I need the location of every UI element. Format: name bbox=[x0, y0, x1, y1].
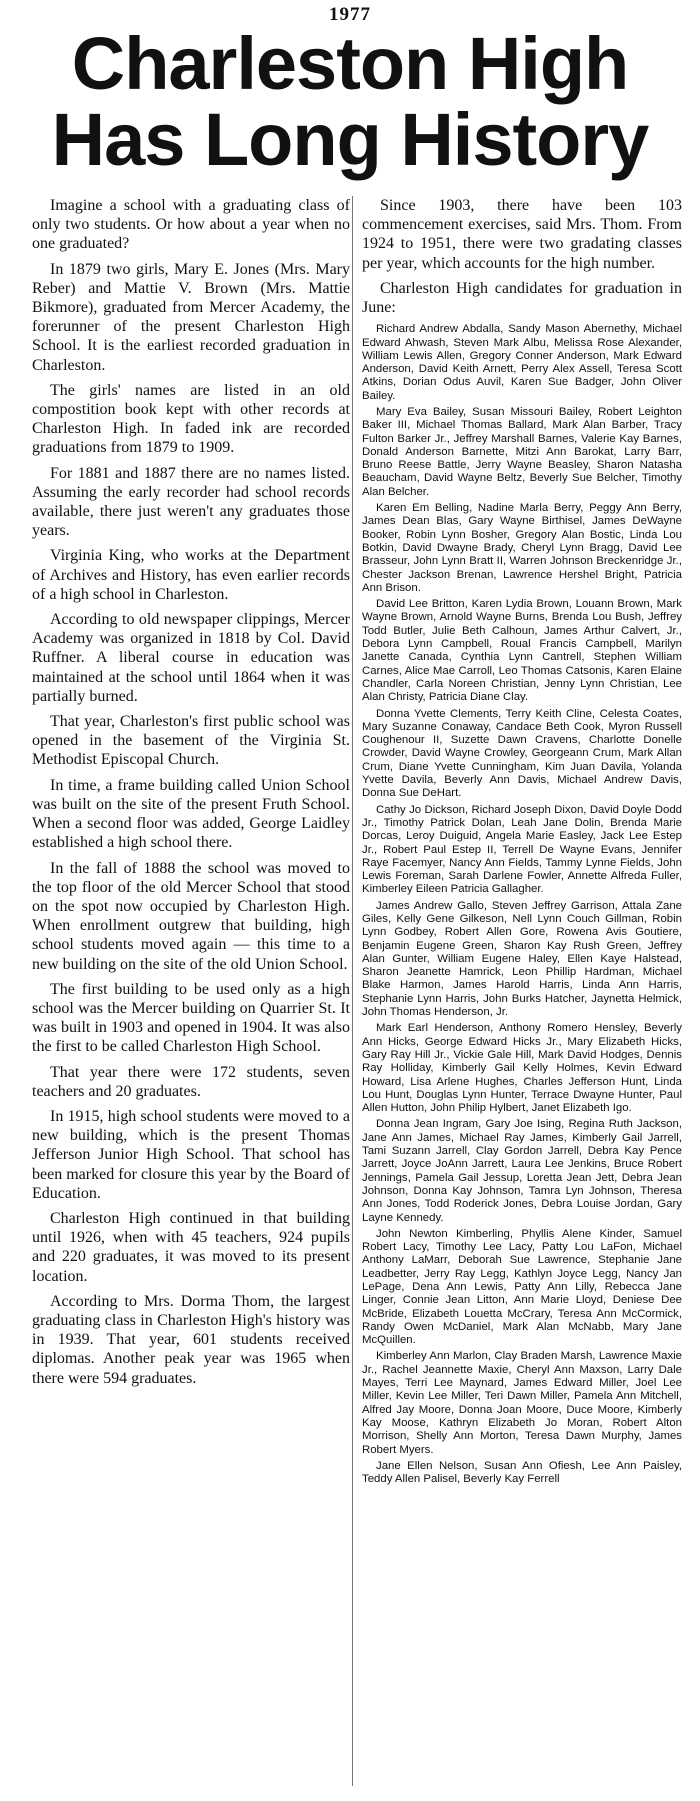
headline-line-1: Charleston High bbox=[71, 22, 629, 105]
graduate-names-list: Mark Earl Henderson, Anthony Romero Hensley, Beverly Ann Hicks, George Edward Hicks Jr., Mary Elizabeth Hicks, Gary Ray Hill Jr., Vickie Gale Hill, Mark David Hodges, Dennis Ray Holliday, Kimberly Gail Kelly Holmes, Kevin Edward Howard, Lisa Arlene Hughes, Charles Jefferson Hunt, Linda Lou Hunt, Douglas Lynn Hunter, Terrace Dwayne Hunter, Paul Allen Hutton, John Philip Hylbert, Janet Elizabeth Igo. bbox=[362, 1022, 682, 1115]
paragraph: For 1881 and 1887 there are no names listed. Assuming the early recorder had school records available, there just weren't any graduates those years. bbox=[32, 464, 350, 540]
column-divider bbox=[352, 196, 353, 1786]
paragraph: In 1915, high school students were moved to a new building, which is the present Thomas Jefferson Junior High School. That school has been marked for closure this year by the Board of Education. bbox=[32, 1107, 350, 1202]
paragraph: That year there were 172 students, seven teachers and 20 graduates. bbox=[32, 1063, 350, 1100]
graduate-names-list: Richard Andrew Abdalla, Sandy Mason Abernethy, Michael Edward Ahwash, Steven Mark Albu, Melissa Rose Alexander, William Lewis Allen, Gregory Conner Anderson, Mark Edward Anderson, David Keith Arnett, Perry Alex Assell, Teresa Scott Atkins, Dorian Odus Auvil, Karen Sue Badger, John Oliver Bailey. bbox=[362, 323, 682, 402]
graduate-names-list: Donna Jean Ingram, Gary Joe Ising, Regina Ruth Jackson, Jane Ann James, Michael Ray James, Kimberly Gail Jarrell, Tami Suzann Jarrell, Clay Gordon Jarrell, Debra Kay Pence Jarrett, Joyce JoAnn Jarrett, Laura Lee Jenkins, Bruce Robert Jennings, Pamela Gail Jessup, Loretta Jean Jett, Debra Jean Johnson, Donna Kay Johnson, Tamra Lyn Johnson, Theresa Ann Jones, Todd Roderick Jones, Debra Louise Jordan, Gary Layne Kennedy. bbox=[362, 1118, 682, 1224]
graduate-names-list: James Andrew Gallo, Steven Jeffrey Garrison, Attala Zane Giles, Kelly Gene Gilkeson, Nell Lynn Couch Gillman, Robin Lynn Godbey, Robert Allen Gore, Rowena Avis Goutiere, Benjamin Eugene Green, Sharon Kay Rush Green, Jeffrey Alan Gunter, William Eugene Haley, Ellen Kaye Halstead, Sharon Jeanette Hamrick, Leon Phillip Hardman, Michael Blake Harmon, James Harold Harris, Linda Ann Harris, Stephanie Lynn Harris, John Burks Hatcher, Jaynetta Helmick, John Thomas Henderson, Jr. bbox=[362, 899, 682, 1019]
right-column bbox=[362, 196, 682, 1489]
paragraph: According to old newspaper clippings, Mercer Academy was organized in 1818 by Col. David Ruffner. A liberal course in education was maintained at the school until 1864 when it was partially burned. bbox=[32, 611, 350, 705]
graduate-names-list: Cathy Jo Dickson, Richard Joseph Dixon, David Doyle Dodd Jr., Timothy Patrick Dolan, Leah Jane Dolin, Brenda Marie Dorcas, Leroy Duiguid, Angela Marie Easley, Jack Lee Estep Jr., Robert Paul Estep II, Terrell De Wayne Evans, Jennifer Raye Facemyer, Nancy Ann Fields, Tammy Lynne Fields, John Lewis Foreman, Sarah Darlene Fowler, Annette Alfreda Fuller, Kimberley Eileen Patricia Gallagher. bbox=[362, 803, 682, 896]
graduate-names-list: Jane Ellen Nelson, Susan Ann Ofiesh, Lee Ann Paisley, Teddy Allen Palisel, Beverly Kay Ferrell bbox=[362, 1459, 682, 1486]
paragraph: According to Mrs. Dorma Thom, the largest graduating class in Charleston High's history was in 1939. That year, 601 students received diplomas. Another peak year was 1965 when there were 594 graduates. bbox=[32, 1292, 350, 1387]
paragraph: Charleston High candidates for graduation in June: bbox=[362, 279, 682, 317]
paragraph: Since 1903, there have been 103 commencement exercises, said Mrs. Thom. From 1924 to 1951, there were two gradating classes per year, which accounts for the high number. bbox=[362, 197, 682, 272]
paragraph: Virginia King, who works at the Department of Archives and History, has even earlier records of a high school in Charleston. bbox=[32, 547, 350, 603]
graduate-names-list: Mary Eva Bailey, Susan Missouri Bailey, Robert Leighton Baker III, Michael Thomas Ballard, Mark Alan Barber, Tracy Fulton Barker Jr., Jeffrey Marshall Barnes, Valerie Kay Barnes, Donald Anderson Barnette, Mitzi Ann Barokat, Larry Barr, Bruno Reese Battle, Jerry Wayne Beasley, Sharon Natasha Beaucham, David Wayne Beltz, Beverly Sue Belcher, Timothy Alan Belcher. bbox=[362, 406, 682, 498]
paragraph: In the fall of 1888 the school was moved to the top floor of the old Mercer School that stood on the spot now occupied by Charleston High. When enrollment outgrew that building, high school students moved again — this time to a new building on the site of the old Union School. bbox=[32, 859, 350, 973]
paragraph: The girls' names are listed in an old compostition book kept with other records at Charleston High. In faded ink are recorded graduations from 1879 to 1909. bbox=[32, 381, 350, 457]
paragraph: That year, Charleston's first public school was opened in the basement of the Virginia St. Methodist Episcopal Church. bbox=[32, 713, 350, 769]
paragraph: Imagine a school with a graduating class of only two students. Or how about a year when no one graduated? bbox=[32, 197, 350, 253]
graduate-names-list: John Newton Kimberling, Phyllis Alene Kinder, Samuel Robert Lacy, Timothy Lee Lacy, Patty Lou LaFon, Michael Anthony LaMarr, Deborah Sue Lawrence, Stephanie Jane Leadbetter, Jerry Ray Legg, Kathlyn Joyce Legg, Nancy Jan LePage, Dena Ann Lewis, Patty Ann Lilly, Rebecca Jane Linger, Connie Jean Litton, Ann Marie Lloyd, Deniese Dee McBride, Elizabeth Louetta McCrary, Teresa Ann McCormick, Randy Owen McDaniel, Mark Alan McNabb, Mary Jane McQuillen. bbox=[362, 1227, 682, 1347]
paragraph: In 1879 two girls, Mary E. Jones (Mrs. Mary Reber) and Mattie V. Brown (Mrs. Mattie Bikmore), graduated from Mercer Academy, the forerunner of the present Charleston High School. It is the earliest recorded graduation in Charleston. bbox=[32, 260, 350, 374]
graduate-names-list: Karen Em Belling, Nadine Marla Berry, Peggy Ann Berry, James Dean Blas, Gary Wayne Birthisel, James DeWayne Booker, Robin Lynn Bosher, Gregory Alan Bostic, Linda Lou Botkin, David Dwayne Brady, Cheryl Lynn Bragg, David Lee Brasseur, John Lynn Bratt II, Warren Johnson Breckenridge Jr., Chester Jackson Brenan, Lawrence Hershel Bright, Patricia Ann Brison. bbox=[362, 502, 682, 594]
year-label: 1977 bbox=[329, 4, 371, 25]
headline-line-2: Has Long History bbox=[51, 98, 649, 181]
graduate-names-list: Kimberley Ann Marlon, Clay Braden Marsh, Lawrence Maxie Jr., Rachel Jeannette Maxie, Cheryl Ann Maxson, Larry Dale Mayes, Terri Lee Maynard, James Edward Miller, Joel Lee Miller, Kevin Lee Miller, Teri Dawn Miller, Pamela Ann Mitchell, Alfred Jay Moore, Donna Joan Moore, Duce Moore, Kimberly Kay Moose, Kathryn Elizabeth Jo Moran, Robert Alton Morrison, Shelly Ann Morton, Teresa Dawn Murphy, James Robert Myers. bbox=[362, 1350, 682, 1456]
headline bbox=[20, 22, 680, 181]
left-column bbox=[32, 196, 350, 1394]
paragraph: In time, a frame building called Union School was built on the site of the present Fruth School. When a second floor was added, George Laidley established a high school there. bbox=[32, 776, 350, 852]
paragraph: The first building to be used only as a high school was the Mercer building on Quarrier St. It was built in 1903 and opened in 1904. It was also the first to be called Charleston High School. bbox=[32, 980, 350, 1056]
graduate-names-list: David Lee Britton, Karen Lydia Brown, Louann Brown, Mark Wayne Brown, Arnold Wayne Burns, Brenda Lou Bush, Jeffrey Todd Butler, Julie Beth Calhoun, James Arthur Calvert, Jr., Debora Lynn Campbell, Roual Francis Campbell, Marilyn Janette Canada, Cynthia Lynn Cantrell, Stephen William Carnes, Alice Mae Carroll, Leo Thomas Catsonis, Karen Elaine Chandler, Carla Noreen Christian, Jenny Lynn Christian, Lee Alan Christy, Patricia Diane Clay. bbox=[362, 598, 682, 704]
graduate-names-list: Donna Yvette Clements, Terry Keith Cline, Celesta Coates, Mary Suzanne Conaway, Candace Beth Cook, Myron Russell Coughenour II, Suzette Dawn Cravens, Charlotte Donelle Crowder, David Wayne Crowley, Georgeann Crum, Mark Allan Crum, Diane Yvette Cunningham, Kim Juan Davila, Yolanda Yvette Davila, Beverly Ann Davis, Michael Andrew Davis, Donna Sue DeHart. bbox=[362, 707, 682, 800]
paragraph: Charleston High continued in that building until 1926, when with 45 teachers, 924 pupils and 220 graduates, it was moved to its present location. bbox=[32, 1209, 350, 1285]
